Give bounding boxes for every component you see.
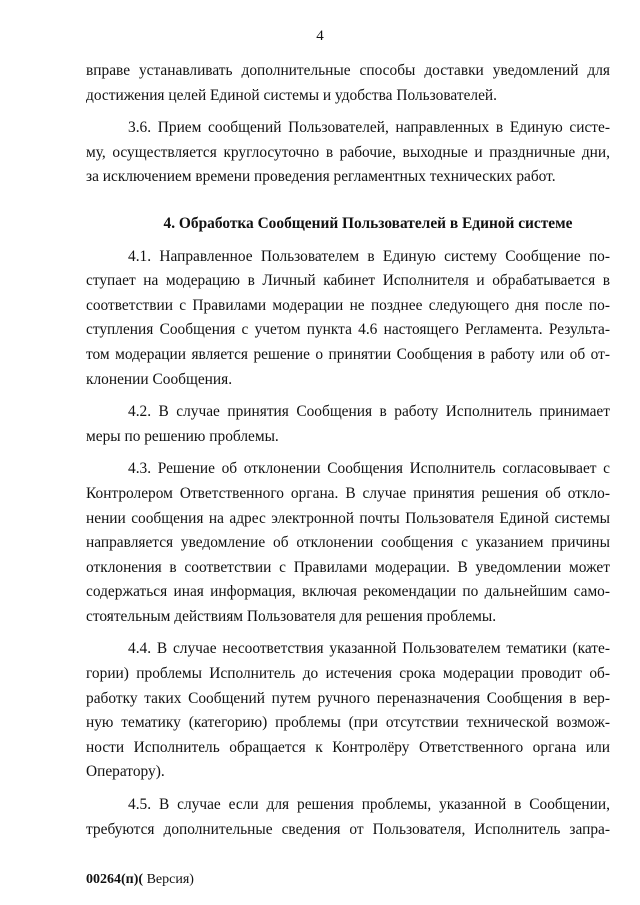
text-line: стоятельным действиям Пользователя для решения проблемы. [86, 607, 497, 625]
text-line: ности Исполнитель обращается к Контролёру Ответственного органа или [86, 738, 610, 756]
text-line: ступает на модерацию в Личный кабинет Исполнителя и обрабатывается в [86, 272, 610, 290]
text-line: отклонения в соответствии с Правилами модерации. В уведомлении может [86, 558, 610, 576]
paragraph-3-6 [86, 116, 610, 190]
text-line: требуются дополнительные сведения от Пользователя, Исполнитель запра- [86, 820, 610, 838]
page-number: 4 [316, 28, 324, 44]
text-line: 4.5. В случае если для решения проблемы, указанной в Сообщении, [128, 796, 610, 814]
text-line: му, осуществляется круглосуточно в рабочие, выходные и праздничные дни, [86, 143, 610, 161]
text-line: Контролером Ответственного органа. В случае принятия решения об откло- [86, 484, 610, 502]
footer-version: Версия) [143, 872, 194, 887]
text-line: 4.3. Решение об отклонении Сообщения Исполнитель согласовывает с [128, 460, 610, 478]
text-line: 4.1. Направленное Пользователем в Единую систему Сообщение по- [128, 247, 610, 265]
document-footer [86, 872, 194, 888]
text-line: том модерации является решение о принятии Сообщения в работу или об от- [86, 345, 610, 363]
text-line: достижения целей Единой системы и удобства Пользователей. [86, 86, 497, 104]
text-line: ную тематику (категорию) проблемы (при отсутствии технической возмож- [86, 714, 610, 732]
section-heading: 4. Обработка Сообщений Пользователей в Единой системе [163, 214, 573, 232]
text-line: работку таких Сообщений путем ручного переназначения Сообщения в вер- [86, 689, 610, 707]
paragraph-4-3 [86, 457, 610, 629]
paragraph-4-5 [86, 793, 610, 842]
text-line: 4.4. В случае несоответствия указанной Пользователем тематики (кате- [128, 640, 610, 658]
text-line: соответствии с Правилами модерации не позднее следующего дня после по- [86, 296, 610, 314]
paragraph-4-1 [86, 245, 610, 393]
paragraph-continuation [86, 59, 610, 108]
text-line: направляется уведомление об отклонении сообщения с указанием причины [86, 534, 610, 552]
text-line: 4.2. В случае принятия Сообщения в работу Исполнитель принимает [128, 403, 610, 421]
text-line: клонении Сообщения. [86, 370, 233, 388]
paragraph-4-4 [86, 637, 610, 785]
footer-code: 00264(п)( [86, 872, 144, 887]
text-line: Оператору). [86, 763, 165, 781]
text-line: вправе устанавливать дополнительные способы доставки уведомлений для [86, 62, 610, 79]
text-line: за исключением времени проведения регламентных технических работ. [86, 168, 556, 186]
text-line: содержаться иная информация, включая рекомендации по дальнейшим само- [86, 583, 610, 601]
text-line: ступления Сообщения с учетом пункта 4.6 настоящего Регламента. Результа- [86, 321, 610, 339]
text-line: нении сообщения на адрес электронной почты Пользователя Единой системы [86, 509, 610, 527]
paragraph-4-2 [86, 400, 610, 449]
text-line: 3.6. Прием сообщений Пользователей, направленных в Единую систе- [128, 119, 610, 137]
text-line: гории) проблемы Исполнитель до истечения срока модерации проводит об- [86, 665, 610, 683]
document-body [86, 59, 610, 850]
text-line: меры по решению проблемы. [86, 427, 279, 445]
